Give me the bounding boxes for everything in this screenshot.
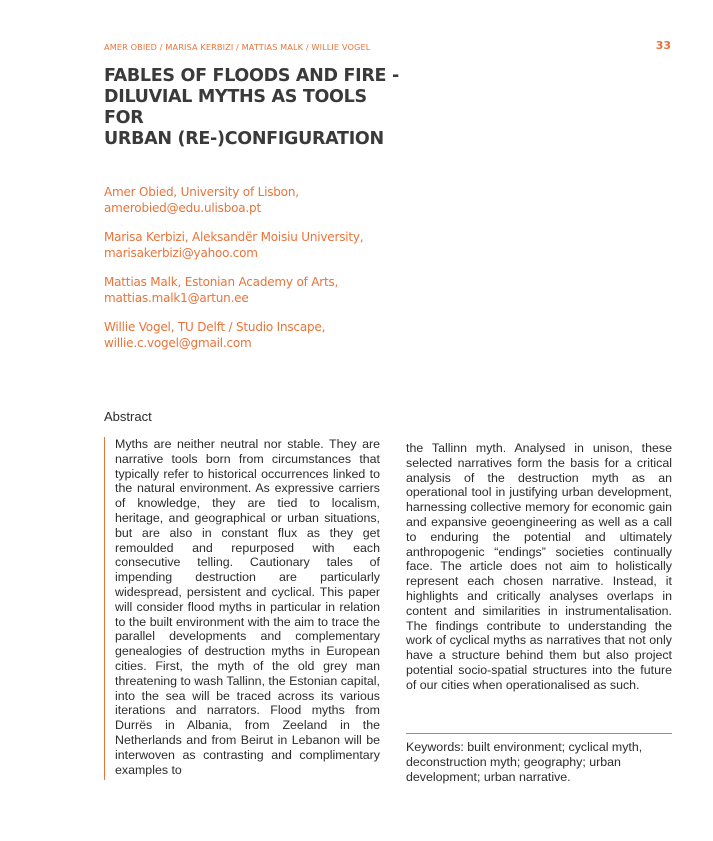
- author-entry: [104, 229, 444, 261]
- author-list: [104, 184, 444, 364]
- title-line: FABLES OF FLOODS AND FIRE -: [104, 66, 399, 86]
- author-email[interactable]: amerobied@edu.ulisboa.pt: [104, 201, 261, 215]
- author-affiliation: Willie Vogel, TU Delft / Studio Inscape,: [104, 320, 326, 334]
- keywords-divider: [406, 733, 672, 734]
- abstract-column-1: [104, 437, 380, 780]
- abstract-column-2: [406, 441, 672, 693]
- author-email[interactable]: mattias.malk1@artun.ee: [104, 291, 249, 305]
- author-entry: [104, 274, 444, 306]
- author-email[interactable]: willie.c.vogel@gmail.com: [104, 336, 252, 350]
- author-affiliation: Marisa Kerbizi, Aleksandër Moisiu University,: [104, 230, 364, 244]
- author-entry: [104, 184, 444, 216]
- abstract-text-col1: Myths are neither neutral nor stable. They are narrative tools born from circumstances that typically refer to historical occurrences linked to the natural environment. As expressive carriers of knowledge, they are tied to localism, heritage, and geographical or urban situations, but are also in constant flux as they get remoulded and repurposed with each consecutive telling. Cautionary tales of impending destruction are particularly widespread, persistent and cyclical. This paper will consider flood myths in particular in relation to the built environment with the aim to trace the parallel developments and complementary genealogies of destruction myths in European cities. First, the myth of the old grey man threatening to wash Tallinn, the Estonian capital, into the sea will be traced across its various iterations and narrators. Flood myths from Durrës in Albania, from Zeeland in the Netherlands and from Beirut in Lebanon will be interwoven as contrasting and complimentary examples to: [115, 437, 380, 777]
- article-title: [104, 66, 404, 150]
- author-entry: [104, 319, 444, 351]
- author-affiliation: Amer Obied, University of Lisbon,: [104, 185, 299, 199]
- title-line: URBAN (RE-)CONFIGURATION: [104, 129, 384, 149]
- keywords: Keywords: built environment; cyclical myth, deconstruction myth; geography; urban development; urban narrative.: [406, 740, 643, 784]
- abstract-text-col2: the Tallinn myth. Analysed in unison, these selected narratives form the basis for a critical analysis of the destruction myth as an operational tool in justifying urban development, harnessing collective memory for economic gain and expansive geoengineering as well as a call to enduring the potential and ultimately anthropogenic “endings” societies continually face. The article does not aim to holistically represent each chosen narrative. Instead, it highlights and critically analyses overlaps in content and similarities in instrumentalisation. The findings contribute to understanding the work of cyclical myths as narratives that not only have a structure behind them but also project potential socio-spatial structures into the future of our cities when operationalised as such.: [406, 441, 672, 692]
- page-number: 33: [655, 39, 671, 52]
- title-line: DILUVIAL MYTHS AS TOOLS FOR: [104, 87, 367, 128]
- author-email[interactable]: marisakerbizi@yahoo.com: [104, 246, 258, 260]
- author-affiliation: Mattias Malk, Estonian Academy of Arts,: [104, 275, 339, 289]
- abstract-heading: Abstract: [104, 409, 152, 424]
- running-header-authors: AMER OBIED / MARISA KERBIZI / MATTIAS MALK / WILLIE VOGEL: [104, 42, 371, 52]
